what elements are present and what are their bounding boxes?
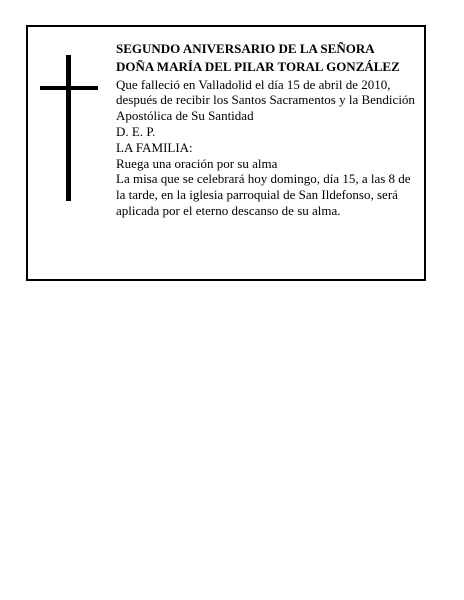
cross-icon [40, 55, 98, 201]
cross-horizontal-bar [40, 86, 98, 90]
cross-vertical-bar [66, 55, 71, 201]
prayer-request: Ruega una oración por su alma [116, 155, 278, 171]
notice-text [116, 41, 420, 219]
notice-heading-line-2: DOÑA MARÍA DEL PILAR TORAL GONZÁLEZ [116, 58, 400, 74]
mass-details: La misa que se celebrará hoy domingo, día 15, a las 8 de la tarde, en la iglesia parroquial de San Ildefonso, será aplicada por el eterno descanso de su alma. [116, 171, 411, 218]
death-notice-box [26, 25, 426, 281]
notice-heading-line-1: SEGUNDO ANIVERSARIO DE LA SEÑORA [116, 41, 375, 56]
death-details: Que falleció en Valladolid el día 15 de abril de 2010, después de recibir los Santos Sacramentos y la Bendición Apostólica de Su Santidad [116, 76, 415, 124]
family-label: LA FAMILIA: [116, 139, 193, 155]
rip-text: D. E. P. [116, 123, 156, 139]
